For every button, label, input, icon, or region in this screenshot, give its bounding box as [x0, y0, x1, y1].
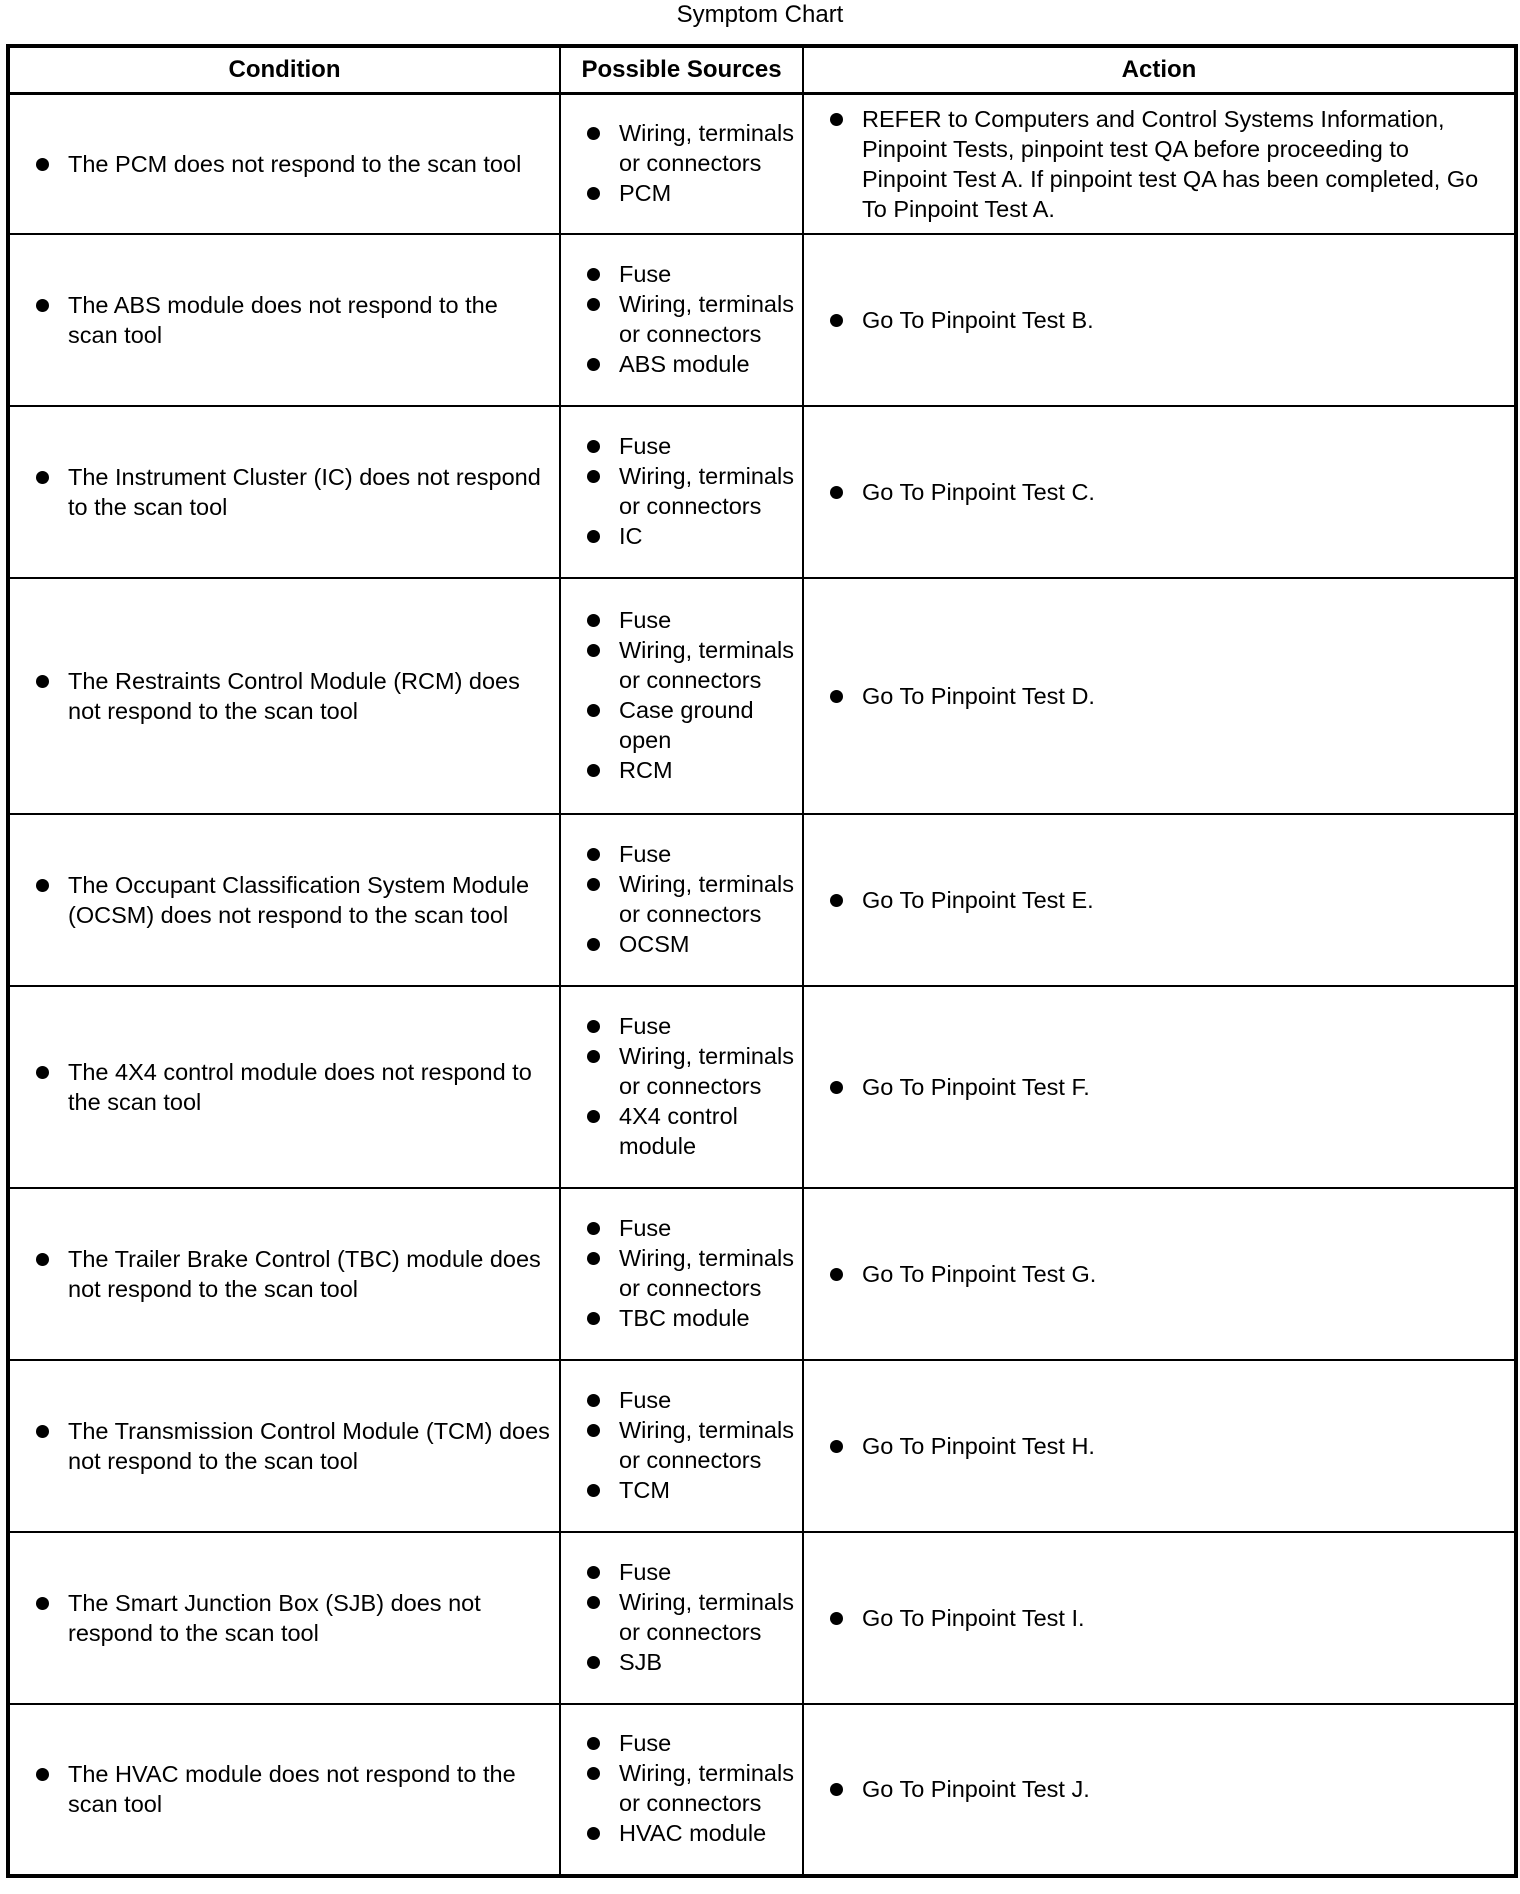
condition-text: The Smart Junction Box (SJB) does not respond to the scan tool: [10, 1588, 559, 1648]
source-item: Wiring, terminals or connectors: [561, 1587, 802, 1647]
action-cell: [803, 234, 1516, 406]
action-text: Go To Pinpoint Test D.: [804, 681, 1514, 711]
source-item: Fuse: [561, 1557, 802, 1587]
possible-sources-cell: [560, 1360, 803, 1532]
header-row: [8, 46, 1516, 94]
source-item: Wiring, terminals or connectors: [561, 869, 802, 929]
header-condition: Condition: [8, 46, 560, 94]
action-text: REFER to Computers and Control Systems Information, Pinpoint Tests, pinpoint test QA before proceeding to Pinpoint Test A. If pinpoint test QA has been completed, Go To Pinpoint Test A.: [804, 104, 1514, 224]
action-cell: [803, 1532, 1516, 1704]
possible-sources-cell: [560, 1704, 803, 1876]
source-item: TCM: [561, 1475, 802, 1505]
table-row: [8, 578, 1516, 814]
source-item: SJB: [561, 1647, 802, 1677]
possible-sources-cell: [560, 578, 803, 814]
source-item: OCSM: [561, 929, 802, 959]
source-item: Fuse: [561, 605, 802, 635]
table-row: [8, 986, 1516, 1188]
source-item: Wiring, terminals or connectors: [561, 461, 802, 521]
action-text: Go To Pinpoint Test I.: [804, 1603, 1514, 1633]
table-row: [8, 1188, 1516, 1360]
source-item: 4X4 control module: [561, 1101, 802, 1161]
header-action: Action: [803, 46, 1516, 94]
action-text: Go To Pinpoint Test F.: [804, 1072, 1514, 1102]
condition-text: The HVAC module does not respond to the scan tool: [10, 1759, 559, 1819]
source-item: Case ground open: [561, 695, 802, 755]
possible-sources-cell: [560, 1532, 803, 1704]
action-cell: [803, 1360, 1516, 1532]
possible-sources-cell: [560, 986, 803, 1188]
possible-sources-cell: [560, 1188, 803, 1360]
possible-sources-cell: [560, 814, 803, 986]
table-row: [8, 234, 1516, 406]
action-text: Go To Pinpoint Test H.: [804, 1431, 1514, 1461]
symptom-table: [6, 44, 1518, 1878]
source-item: PCM: [561, 178, 802, 208]
action-cell: [803, 1188, 1516, 1360]
source-item: Fuse: [561, 431, 802, 461]
table-row: [8, 1532, 1516, 1704]
source-item: Fuse: [561, 1213, 802, 1243]
source-item: Fuse: [561, 839, 802, 869]
condition-text: The Restraints Control Module (RCM) does not respond to the scan tool: [10, 666, 559, 726]
condition-text: The ABS module does not respond to the scan tool: [10, 290, 559, 350]
source-item: Wiring, terminals or connectors: [561, 635, 802, 695]
source-item: Wiring, terminals or connectors: [561, 1041, 802, 1101]
action-cell: [803, 986, 1516, 1188]
action-cell: [803, 406, 1516, 578]
condition-text: The Instrument Cluster (IC) does not respond to the scan tool: [10, 462, 559, 522]
condition-cell: [8, 1532, 560, 1704]
condition-cell: [8, 406, 560, 578]
action-text: Go To Pinpoint Test J.: [804, 1774, 1514, 1804]
possible-sources-cell: [560, 234, 803, 406]
condition-text: The PCM does not respond to the scan tool: [10, 149, 559, 179]
table-row: [8, 94, 1516, 234]
table-row: [8, 814, 1516, 986]
condition-cell: [8, 1360, 560, 1532]
action-cell: [803, 94, 1516, 234]
table-row: [8, 1704, 1516, 1876]
source-item: HVAC module: [561, 1818, 802, 1848]
action-cell: [803, 814, 1516, 986]
chart-title: Symptom Chart: [676, 1, 844, 28]
action-text: Go To Pinpoint Test G.: [804, 1259, 1514, 1289]
action-text: Go To Pinpoint Test C.: [804, 477, 1514, 507]
possible-sources-cell: [560, 94, 803, 234]
source-item: Wiring, terminals or connectors: [561, 1758, 802, 1818]
condition-cell: [8, 94, 560, 234]
source-item: Wiring, terminals or connectors: [561, 1243, 802, 1303]
source-item: RCM: [561, 755, 802, 785]
source-item: Fuse: [561, 1728, 802, 1758]
source-item: TBC module: [561, 1303, 802, 1333]
table-row: [8, 406, 1516, 578]
condition-text: The 4X4 control module does not respond to the scan tool: [10, 1057, 559, 1117]
condition-cell: [8, 234, 560, 406]
possible-sources-cell: [560, 406, 803, 578]
source-item: Wiring, terminals or connectors: [561, 1415, 802, 1475]
condition-cell: [8, 814, 560, 986]
source-item: Wiring, terminals or connectors: [561, 289, 802, 349]
source-item: IC: [561, 521, 802, 551]
condition-text: The Trailer Brake Control (TBC) module does not respond to the scan tool: [10, 1244, 559, 1304]
source-item: Fuse: [561, 259, 802, 289]
condition-text: The Occupant Classification System Module (OCSM) does not respond to the scan tool: [10, 870, 559, 930]
table-row: [8, 1360, 1516, 1532]
condition-text: The Transmission Control Module (TCM) does not respond to the scan tool: [10, 1416, 559, 1476]
source-item: Fuse: [561, 1385, 802, 1415]
source-item: Fuse: [561, 1011, 802, 1041]
action-text: Go To Pinpoint Test B.: [804, 305, 1514, 335]
action-cell: [803, 578, 1516, 814]
condition-cell: [8, 578, 560, 814]
condition-cell: [8, 1704, 560, 1876]
condition-cell: [8, 1188, 560, 1360]
header-possible-sources: Possible Sources: [560, 46, 803, 94]
condition-cell: [8, 986, 560, 1188]
source-item: Wiring, terminals or connectors: [561, 118, 802, 178]
action-text: Go To Pinpoint Test E.: [804, 885, 1514, 915]
source-item: ABS module: [561, 349, 802, 379]
action-cell: [803, 1704, 1516, 1876]
